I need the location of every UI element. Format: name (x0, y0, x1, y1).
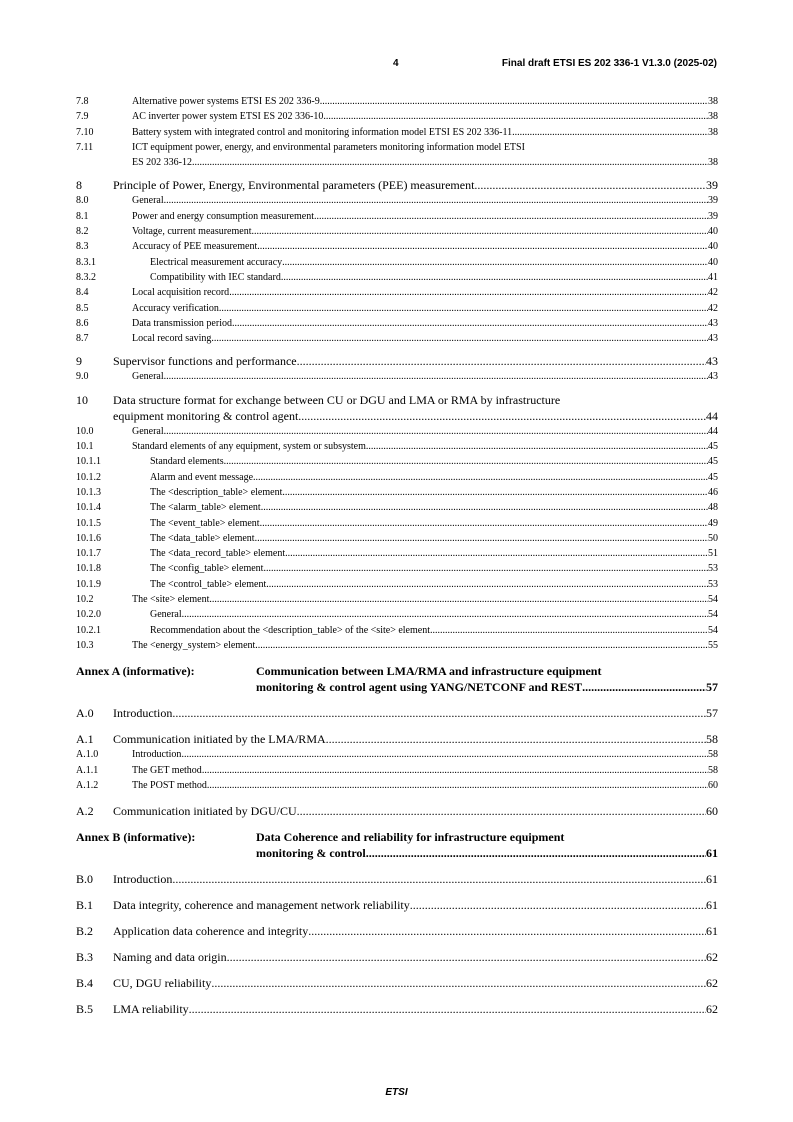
annex-a-title-line2: monitoring & control agent using YANG/NETCONF and REST (256, 680, 583, 695)
toc-entry-7-9[interactable]: 7.9 AC inverter power system ETSI ES 202 336-10 ..... 38 (76, 109, 718, 124)
toc-entry-10-1[interactable]: 10.1 Standard elements of any equipment, system or subsystem ..... 45 (76, 439, 718, 454)
toc-entry-8-1[interactable]: 8.1 Power and energy consumption measurement ..... 39 (76, 209, 718, 224)
annex-b-title-line1: Data Coherence and reliability for infrastructure equipment (256, 830, 565, 845)
toc-entry-10-1-1[interactable]: 10.1.1 Standard elements ..... 45 (76, 454, 718, 469)
toc-annex-b[interactable] (76, 829, 718, 861)
toc-entry-a-1-2[interactable]: A.1.2 The POST method ..... 60 (76, 778, 718, 793)
toc-entry-b-1[interactable]: B.1 Data integrity, coherence and management network reliability ..... 61 (76, 897, 718, 913)
toc-entry-a-0[interactable]: A.0 Introduction ..... 57 (76, 705, 718, 721)
toc-entry-8-3[interactable]: 8.3 Accuracy of PEE measurement ..... 40 (76, 239, 718, 254)
toc-entry-a-1[interactable]: A.1 Communication initiated by the LMA/RMA ..... 58 (76, 731, 718, 747)
toc-entry-9[interactable]: 9 Supervisor functions and performance ..... 43 (76, 353, 718, 369)
annex-b-title-line2: monitoring & control (256, 846, 366, 861)
toc-entry-10-2[interactable]: 10.2 The <site> element ..... 54 (76, 592, 718, 607)
toc-entry-8-3-2[interactable]: 8.3.2 Compatibility with IEC standard ..... 41 (76, 270, 718, 285)
toc-entry-8-3-1[interactable]: 8.3.1 Electrical measurement accuracy ..... 40 (76, 255, 718, 270)
toc-entry-10-2-0[interactable]: 10.2.0 General ..... 54 (76, 607, 718, 622)
page-header (0, 58, 793, 72)
toc-entry-a-1-1[interactable]: A.1.1 The GET method ..... 58 (76, 763, 718, 778)
toc-entry-10-1-6[interactable]: 10.1.6 The <data_table> element ..... 50 (76, 531, 718, 546)
toc-entry-7-11[interactable]: 7.11 ICT equipment power, energy, and environmental parameters monitoring information model ETSI (76, 141, 525, 153)
toc-entry-8-2[interactable]: 8.2 Voltage, current measurement ..... 40 (76, 224, 718, 239)
toc-entry-8-6[interactable]: 8.6 Data transmission period ..... 43 (76, 316, 718, 331)
toc-entry-7-8[interactable]: 7.8 Alternative power systems ETSI ES 202 336-9 ..... 38 (76, 94, 718, 109)
toc-entry-10-1-8[interactable]: 10.1.8 The <config_table> element ..... 53 (76, 561, 718, 576)
toc-entry-10-1-4[interactable]: 10.1.4 The <alarm_table> element ..... 48 (76, 500, 718, 515)
toc-entry-7-10[interactable]: 7.10 Battery system with integrated control and monitoring information model ETSI ES 202 336-11 ..... 38 (76, 125, 718, 140)
toc-entry-a-1-0[interactable]: A.1.0 Introduction ..... 58 (76, 747, 718, 762)
annex-a-page: 57 (706, 680, 718, 695)
toc-entry-b-0[interactable]: B.0 Introduction ..... 61 (76, 871, 718, 887)
toc-entry-10-3[interactable]: 10.3 The <energy_system> element ..... 55 (76, 638, 718, 653)
toc-entry-b-5[interactable]: B.5 LMA reliability ..... 62 (76, 1001, 718, 1017)
toc-entry-10[interactable]: 10 Data structure format for exchange between CU or DGU and LMA or RMA by infrastructure (76, 392, 561, 407)
toc-entry-10-cont[interactable]: equipment monitoring & control agent ..... 44 (76, 408, 718, 424)
toc-entry-8-4[interactable]: 8.4 Local acquisition record ..... 42 (76, 285, 718, 300)
toc-entry-b-3[interactable]: B.3 Naming and data origin ..... 62 (76, 949, 718, 965)
toc-entry-10-1-9[interactable]: 10.1.9 The <control_table> element ..... 53 (76, 577, 718, 592)
toc-entry-b-2[interactable]: B.2 Application data coherence and integrity ..... 61 (76, 923, 718, 939)
toc-entry-10-1-2[interactable]: 10.1.2 Alarm and event message ..... 45 (76, 470, 718, 485)
toc-entry-8[interactable]: 8 Principle of Power, Energy, Environmental parameters (PEE) measurement ..... 39 (76, 177, 718, 193)
toc-entry-b-4[interactable]: B.4 CU, DGU reliability ..... 62 (76, 975, 718, 991)
page-footer: ETSI (385, 1087, 408, 1098)
annex-a-title-line1: Communication between LMA/RMA and infrastructure equipment (256, 664, 602, 679)
toc-entry-8-0[interactable]: 8.0 General ..... 39 (76, 193, 718, 208)
toc-entry-10-2-1[interactable]: 10.2.1 Recommendation about the <description_table> of the <site> element ..... 54 (76, 623, 718, 638)
table-of-contents (76, 94, 718, 1017)
toc-entry-a-2[interactable]: A.2 Communication initiated by DGU/CU ..... 60 (76, 803, 718, 819)
toc-entry-9-0[interactable]: 9.0 General ..... 43 (76, 369, 718, 384)
toc-annex-a[interactable] (76, 663, 718, 695)
toc-entry-8-5[interactable]: 8.5 Accuracy verification ..... 42 (76, 301, 718, 316)
toc-entry-7-11-cont[interactable]: ES 202 336-12 ..... 38 (76, 155, 718, 170)
annex-b-page: 61 (706, 846, 718, 861)
toc-entry-10-1-7[interactable]: 10.1.7 The <data_record_table> element ..... 51 (76, 546, 718, 561)
document-title: Final draft ETSI ES 202 336-1 V1.3.0 (2025-02) (501, 58, 717, 69)
toc-entry-10-0[interactable]: 10.0 General ..... 44 (76, 424, 718, 439)
toc-entry-10-1-3[interactable]: 10.1.3 The <description_table> element ..... 46 (76, 485, 718, 500)
annex-b-label: Annex B (informative): (76, 830, 196, 845)
toc-entry-10-1-5[interactable]: 10.1.5 The <event_table> element ..... 49 (76, 516, 718, 531)
page-number: 4 (393, 58, 399, 69)
toc-entry-8-7[interactable]: 8.7 Local record saving ..... 43 (76, 331, 718, 346)
annex-a-label: Annex A (informative): (76, 664, 195, 679)
